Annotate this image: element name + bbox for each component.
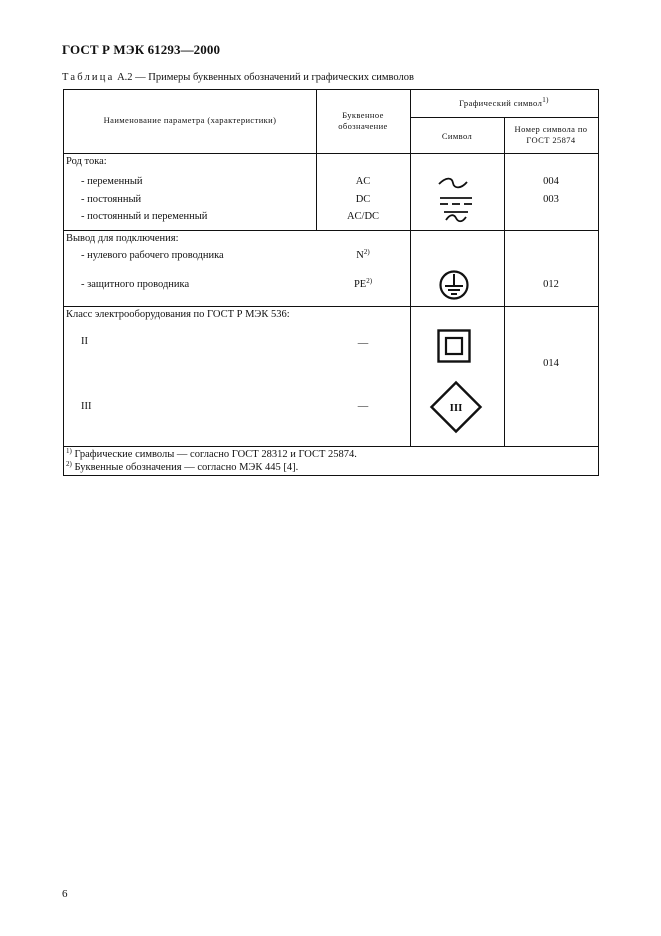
ac-dc-icon (442, 210, 470, 224)
footnote-1-ref: 1) (66, 447, 72, 455)
page-header: ГОСТ Р МЭК 61293—2000 (62, 42, 221, 57)
row-letter-dc: DC (355, 194, 371, 205)
footnote-2 (66, 462, 298, 473)
page-number: 6 (62, 888, 68, 900)
row-number-pe: 012 (543, 279, 559, 290)
table-caption-prefix: Таблица (62, 72, 115, 83)
row-name-pe: - защитного проводника (81, 279, 190, 290)
section-title-terminal: Вывод для подключения: (66, 233, 179, 244)
class-ii-icon (437, 329, 471, 363)
row-letter-pe (316, 279, 410, 290)
grid-line (410, 117, 598, 118)
row-letter-pe-value: PE (353, 279, 367, 290)
grid-line (64, 306, 598, 307)
class-iii-icon (430, 381, 482, 433)
alternating-current-icon (438, 178, 468, 188)
header-number-line2: ГОСТ 25874 (526, 135, 576, 145)
grid-line (64, 153, 598, 154)
grid-line (410, 90, 411, 446)
table-caption (62, 72, 414, 83)
footnote-ref: 2) (366, 277, 373, 285)
section-title-current: Род тока: (66, 156, 107, 167)
row-letter-acdc: AC/DC (346, 211, 380, 222)
header-number-line1: Номер символа по (514, 124, 588, 134)
row-number-dc: 003 (543, 194, 559, 205)
grid-line (64, 230, 598, 231)
row-letter-n-value: N (356, 250, 364, 261)
symbols-table (63, 89, 599, 476)
row-name-class-iii: III (81, 401, 92, 412)
header-letter-line1: Буквенное (342, 110, 384, 120)
row-letter-n (316, 250, 410, 261)
row-letter-class-ii: — (357, 338, 369, 349)
footnote-ref: 2) (363, 248, 370, 256)
row-name-n: - нулевого рабочего проводника (81, 250, 224, 261)
row-number-ac: 004 (543, 176, 559, 187)
class-iii-icon-label: III (449, 402, 463, 414)
footnote-1-text: Графические символы — согласно ГОСТ 28312 и ГОСТ 25874. (71, 449, 357, 460)
row-name-class-ii: II (81, 336, 88, 347)
direct-current-icon (440, 196, 472, 206)
row-letter-ac: AC (355, 176, 371, 187)
header-symbol: Символ (441, 131, 473, 141)
footnote-ref: 1) (542, 96, 549, 104)
row-letter-class-iii: — (357, 401, 369, 412)
row-name-dc: - постоянный (81, 194, 142, 205)
section-title-class: Класс электрооборудования по ГОСТ Р МЭК 536: (66, 309, 290, 320)
footnote-1 (66, 449, 357, 460)
footnote-2-text: Буквенные обозначения — согласно МЭК 445 [4]. (71, 462, 299, 473)
footnote-2-ref: 2) (66, 460, 72, 468)
row-name-acdc: - постоянный и переменный (81, 211, 208, 222)
row-name-ac: - переменный (81, 176, 143, 187)
header-letter (316, 110, 410, 132)
row-number-class: 014 (543, 358, 559, 369)
protective-earth-icon (439, 270, 469, 300)
header-param: Наименование параметра (характеристики) (103, 115, 277, 125)
header-graphic (410, 98, 598, 109)
header-number (504, 124, 598, 146)
header-letter-line2: обозначение (338, 121, 388, 131)
table-caption-text: А.2 — Примеры буквенных обозначений и графических символов (114, 72, 414, 83)
header-graphic-label: Графический символ (459, 98, 543, 108)
grid-line (64, 446, 598, 447)
